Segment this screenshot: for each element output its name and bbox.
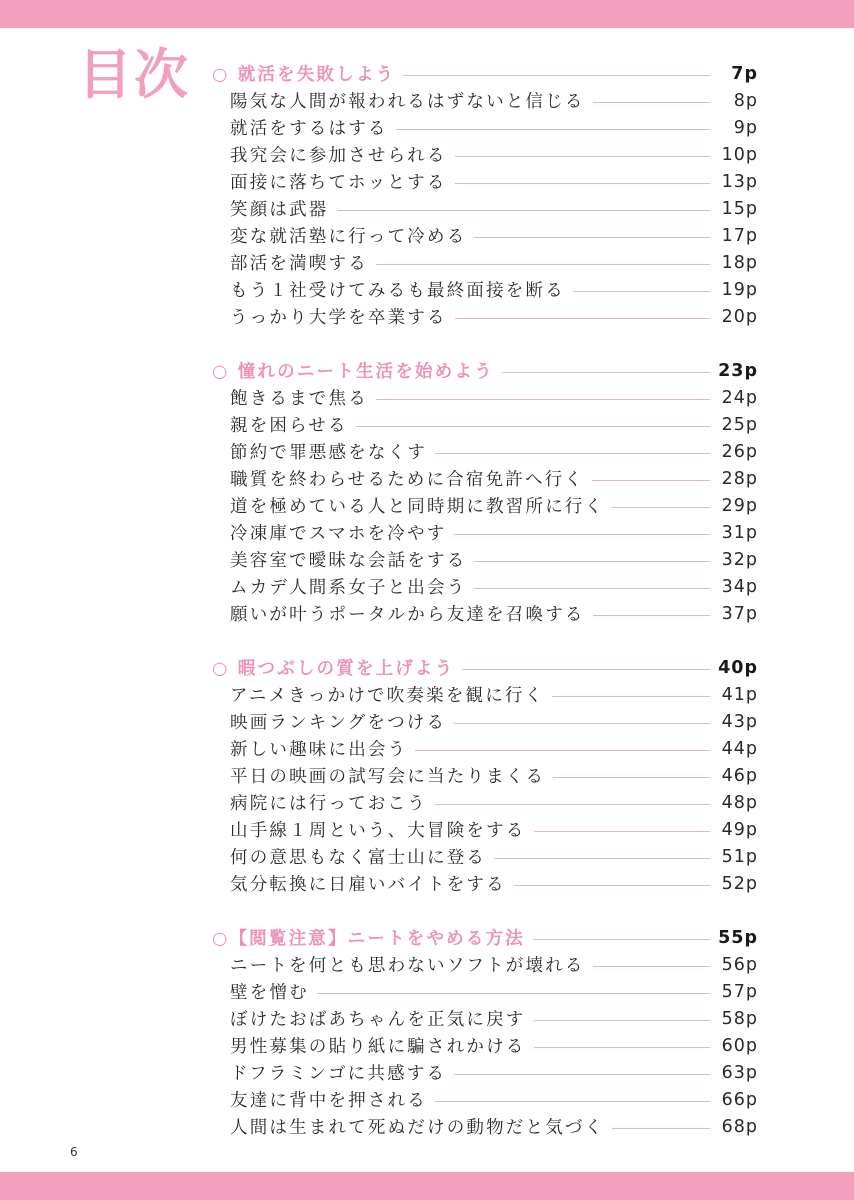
toc-entry-page: 48p <box>721 792 758 813</box>
toc-entry-page: 19p <box>721 279 758 300</box>
toc-section <box>212 654 758 897</box>
toc-entry <box>212 1086 758 1113</box>
toc-entry-page: 34p <box>721 576 758 597</box>
chapter-heading-page: 40p <box>718 657 758 678</box>
leader-line <box>474 588 710 589</box>
toc-entry-label: 就活をするはする <box>230 119 388 139</box>
toc-entry-label: 道を極めている人と同時期に教習所に行く <box>230 497 605 517</box>
toc-entry-page: 63p <box>721 1062 758 1083</box>
leader-line <box>356 426 710 427</box>
toc-entry-label: 美容室で曖昧な会話をする <box>230 551 467 571</box>
leader-line <box>376 264 710 265</box>
toc-entry-page: 52p <box>721 873 758 894</box>
toc-entry-label: 飽きるまで焦る <box>230 389 368 409</box>
leader-line <box>514 885 710 886</box>
toc-entry <box>212 762 758 789</box>
page-number: 6 <box>70 1145 78 1159</box>
toc-entry-label: 親を困らせる <box>230 416 348 436</box>
page-title: 目次 <box>78 43 190 106</box>
toc-entry-label: もう１社受けてみるも最終面接を断る <box>230 281 565 301</box>
toc-entry-page: 49p <box>721 819 758 840</box>
leader-line <box>612 507 710 508</box>
chapter-heading <box>212 654 758 681</box>
toc-entry-label: 職質を終わらせるために合宿免許へ行く <box>230 470 585 490</box>
toc-entry <box>212 465 758 492</box>
toc-entry-page: 26p <box>721 441 758 462</box>
leader-line <box>573 291 710 292</box>
leader-line <box>534 831 711 832</box>
chapter-heading-page: 7p <box>731 63 758 84</box>
toc-entry-page: 24p <box>721 387 758 408</box>
toc-entry-page: 13p <box>721 171 758 192</box>
leader-line <box>455 183 710 184</box>
toc-entry <box>212 141 758 168</box>
chapter-heading-page: 23p <box>718 360 758 381</box>
toc-entry-page: 8p <box>733 90 758 111</box>
toc-entry <box>212 573 758 600</box>
toc-entry <box>212 519 758 546</box>
leader-line <box>474 561 710 562</box>
leader-line <box>454 534 710 535</box>
toc-entry-page: 56p <box>721 954 758 975</box>
toc-entry-page: 57p <box>721 981 758 1002</box>
toc-entry-label: 平日の映画の試写会に当たりまくる <box>230 767 546 787</box>
toc-entry-page: 31p <box>721 522 758 543</box>
toc-entry <box>212 1005 758 1032</box>
toc-entry-label: ぼけたおばあちゃんを正気に戻す <box>230 1010 526 1030</box>
toc-entry-page: 37p <box>721 603 758 624</box>
leader-line <box>534 1047 711 1048</box>
toc-section <box>212 357 758 627</box>
chapter-heading <box>212 60 758 87</box>
toc-entry-page: 10p <box>721 144 758 165</box>
chapter-heading-label: ○ 暇つぶしの質を上げよう <box>212 659 455 679</box>
leader-line <box>462 669 710 670</box>
chapter-heading-label: ○【閲覧注意】ニートをやめる方法 <box>212 929 525 949</box>
chapter-heading-label: ○ 就活を失敗しよう <box>212 65 396 85</box>
toc-entry-label: 男性募集の貼り紙に騙されかける <box>230 1037 526 1057</box>
leader-line <box>593 966 710 967</box>
leader-line <box>454 723 710 724</box>
toc-entry <box>212 168 758 195</box>
leader-line <box>553 777 710 778</box>
toc-entry <box>212 600 758 627</box>
chapter-heading <box>212 924 758 951</box>
toc-entry <box>212 546 758 573</box>
toc-entry-page: 46p <box>721 765 758 786</box>
leader-line <box>592 480 710 481</box>
toc-section <box>212 60 758 330</box>
toc-entry-label: 病院には行っておこう <box>230 794 427 814</box>
toc-entry <box>212 1059 758 1086</box>
leader-line <box>317 993 710 994</box>
toc-entry-page: 15p <box>721 198 758 219</box>
leader-line <box>474 237 710 238</box>
toc-entry <box>212 870 758 897</box>
toc-entry-label: 面接に落ちてホッとする <box>230 173 447 193</box>
leader-line <box>415 750 710 751</box>
toc-entry <box>212 87 758 114</box>
leader-line <box>455 318 710 319</box>
toc-entry <box>212 735 758 762</box>
toc-entry <box>212 303 758 330</box>
toc-entry-page: 51p <box>721 846 758 867</box>
toc-entry-page: 68p <box>721 1116 758 1137</box>
toc-entry-label: 部活を満喫する <box>230 254 368 274</box>
toc-entry <box>212 384 758 411</box>
leader-line <box>376 399 710 400</box>
toc-entry-page: 20p <box>721 306 758 327</box>
toc-entry-label: 冷凍庫でスマホを冷やす <box>230 524 447 544</box>
toc-entry-page: 66p <box>721 1089 758 1110</box>
toc-entry-page: 28p <box>721 468 758 489</box>
toc-entry <box>212 195 758 222</box>
toc-entry-label: 節約で罪悪感をなくす <box>230 443 427 463</box>
table-of-contents <box>212 60 758 1167</box>
leader-line <box>337 210 711 211</box>
chapter-heading-label: ○ 憧れのニート生活を始めよう <box>212 362 494 382</box>
toc-entry-label: 願いが叶うポータルから友達を召喚する <box>230 605 585 625</box>
toc-entry <box>212 276 758 303</box>
toc-entry <box>212 681 758 708</box>
chapter-heading-page: 55p <box>718 927 758 948</box>
leader-line <box>455 156 710 157</box>
leader-line <box>612 1128 710 1129</box>
leader-line <box>534 1020 711 1021</box>
toc-entry <box>212 1113 758 1140</box>
bottom-pink-band <box>0 1172 854 1200</box>
toc-entry <box>212 978 758 1005</box>
top-pink-band <box>0 0 854 28</box>
toc-entry-label: 気分転換に日雇いバイトをする <box>230 875 506 895</box>
toc-entry-label: 山手線１周という、大冒険をする <box>230 821 526 841</box>
toc-entry <box>212 1032 758 1059</box>
leader-line <box>403 75 710 76</box>
leader-line <box>396 129 710 130</box>
toc-entry-page: 9p <box>733 117 758 138</box>
leader-line <box>552 696 710 697</box>
toc-entry <box>212 114 758 141</box>
toc-entry <box>212 438 758 465</box>
toc-entry-label: 我究会に参加させられる <box>230 146 447 166</box>
leader-line <box>435 1101 710 1102</box>
toc-entry-label: アニメきっかけで吹奏楽を観に行く <box>230 686 545 706</box>
toc-entry-label: ムカデ人間系女子と出会う <box>230 578 467 598</box>
toc-entry-page: 43p <box>721 711 758 732</box>
toc-entry-page: 29p <box>721 495 758 516</box>
leader-line <box>502 372 710 373</box>
toc-entry <box>212 411 758 438</box>
leader-line <box>435 804 710 805</box>
toc-section <box>212 924 758 1140</box>
toc-entry-page: 58p <box>721 1008 758 1029</box>
toc-entry <box>212 789 758 816</box>
toc-entry <box>212 249 758 276</box>
leader-line <box>435 453 710 454</box>
toc-entry-label: 新しい趣味に出会う <box>230 740 408 760</box>
leader-line <box>454 1074 710 1075</box>
toc-entry <box>212 843 758 870</box>
toc-entry <box>212 708 758 735</box>
toc-entry <box>212 222 758 249</box>
toc-entry-label: うっかり大学を卒業する <box>230 308 447 328</box>
toc-entry <box>212 951 758 978</box>
toc-entry-label: 映画ランキングをつける <box>230 713 447 733</box>
toc-entry-page: 17p <box>721 225 758 246</box>
toc-entry-label: ドフラミンゴに共感する <box>230 1064 447 1084</box>
toc-entry-page: 44p <box>721 738 758 759</box>
chapter-heading <box>212 357 758 384</box>
leader-line <box>494 858 710 859</box>
toc-entry-label: 人間は生まれて死ぬだけの動物だと気づく <box>230 1118 605 1138</box>
toc-entry <box>212 816 758 843</box>
toc-entry-label: 陽気な人間が報われるはずないと信じる <box>230 92 585 112</box>
toc-entry-label: 友達に背中を押される <box>230 1091 427 1111</box>
toc-entry-label: 変な就活塾に行って冷める <box>230 227 467 247</box>
toc-entry-page: 60p <box>721 1035 758 1056</box>
toc-entry-label: 壁を憎む <box>230 983 309 1003</box>
toc-entry-page: 25p <box>721 414 758 435</box>
leader-line <box>533 939 710 940</box>
toc-entry-page: 18p <box>721 252 758 273</box>
toc-entry-page: 32p <box>721 549 758 570</box>
leader-line <box>593 102 710 103</box>
toc-entry-label: 笑顔は武器 <box>230 200 329 220</box>
toc-entry-page: 41p <box>721 684 758 705</box>
leader-line <box>593 615 710 616</box>
toc-entry-label: ニートを何とも思わないソフトが壊れる <box>230 956 585 976</box>
toc-entry-label: 何の意思もなく富士山に登る <box>230 848 487 868</box>
toc-entry <box>212 492 758 519</box>
